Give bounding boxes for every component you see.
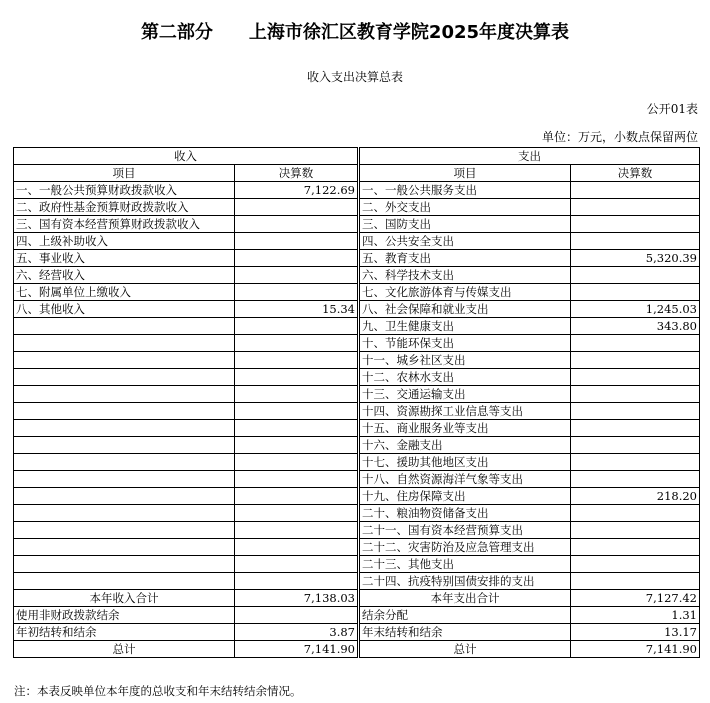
income-amount [235, 250, 358, 267]
income-grand-total-label: 总计 [14, 641, 235, 658]
income-amount [235, 607, 358, 624]
table-row [14, 454, 700, 471]
income-amount [235, 386, 358, 403]
expense-item: 十六、金融支出 [360, 437, 571, 454]
income-item: 三、国有资本经营预算财政拨款收入 [14, 216, 235, 233]
income-amount [235, 505, 358, 522]
income-grand-total-amount: 7,141.90 [235, 641, 358, 658]
table-row [14, 216, 700, 233]
expense-amount [571, 335, 700, 352]
table-row [14, 284, 700, 301]
income-amount [235, 522, 358, 539]
income-item [14, 318, 235, 335]
expense-item: 十、节能环保支出 [360, 335, 571, 352]
income-amount [235, 437, 358, 454]
income-item: 年初结转和结余 [14, 624, 235, 641]
income-item [14, 488, 235, 505]
table-row [14, 556, 700, 573]
expense-amount [571, 216, 700, 233]
page-title: 第二部分 上海市徐汇区教育学院2025年度决算表 [140, 22, 570, 43]
income-item: 六、经营收入 [14, 267, 235, 284]
table-row [14, 301, 700, 318]
income-item [14, 352, 235, 369]
expense-item: 五、教育支出 [360, 250, 571, 267]
expense-item: 十九、住房保障支出 [360, 488, 571, 505]
income-item: 二、政府性基金预算财政拨款收入 [14, 199, 235, 216]
expense-amount [571, 522, 700, 539]
income-amount [235, 318, 358, 335]
expense-amount [571, 556, 700, 573]
expense-amount [571, 471, 700, 488]
expense-amount: 13.17 [571, 624, 700, 641]
expense-grand-total-amount: 7,141.90 [571, 641, 700, 658]
table-row [14, 420, 700, 437]
section-header-row [14, 148, 700, 165]
income-item: 五、事业收入 [14, 250, 235, 267]
expense-item: 四、公共安全支出 [360, 233, 571, 250]
expense-item: 十二、农林水支出 [360, 369, 571, 386]
table-row [14, 386, 700, 403]
table-row [14, 318, 700, 335]
expense-amount [571, 505, 700, 522]
income-item [14, 437, 235, 454]
table-row [14, 352, 700, 369]
income-item [14, 369, 235, 386]
table-row [14, 335, 700, 352]
table-row [14, 267, 700, 284]
income-item: 使用非财政拨款结余 [14, 607, 235, 624]
budget-summary-table [13, 147, 700, 658]
income-year-total-label: 本年收入合计 [14, 590, 235, 607]
expense-item: 九、卫生健康支出 [360, 318, 571, 335]
balance-row [14, 607, 700, 624]
income-amount-header: 决算数 [235, 165, 358, 182]
column-header-row [14, 165, 700, 182]
expense-amount [571, 352, 700, 369]
expense-item: 六、科学技术支出 [360, 267, 571, 284]
expense-item: 二十四、抗疫特别国债安排的支出 [360, 573, 571, 590]
table-row [14, 233, 700, 250]
expense-amount [571, 386, 700, 403]
table-row [14, 505, 700, 522]
income-item: 七、附属单位上缴收入 [14, 284, 235, 301]
income-item: 一、一般公共预算财政拨款收入 [14, 182, 235, 199]
expense-amount [571, 182, 700, 199]
table-row [14, 182, 700, 199]
expense-item-header: 项目 [360, 165, 571, 182]
expense-amount [571, 369, 700, 386]
grand-total-row [14, 641, 700, 658]
expense-item: 结余分配 [360, 607, 571, 624]
income-amount [235, 573, 358, 590]
expense-amount [571, 573, 700, 590]
table-row [14, 250, 700, 267]
expense-amount [571, 267, 700, 284]
expense-item: 一、一般公共服务支出 [360, 182, 571, 199]
form-number: 公开01表 [646, 102, 698, 116]
income-amount [235, 284, 358, 301]
table-row [14, 369, 700, 386]
income-amount: 7,122.69 [235, 182, 358, 199]
expense-amount: 218.20 [571, 488, 700, 505]
year-total-row [14, 590, 700, 607]
expense-item: 十七、援助其他地区支出 [360, 454, 571, 471]
expense-item: 三、国防支出 [360, 216, 571, 233]
table-row [14, 199, 700, 216]
expense-amount [571, 403, 700, 420]
income-amount [235, 369, 358, 386]
expense-item: 十五、商业服务业等支出 [360, 420, 571, 437]
income-item: 四、上级补助收入 [14, 233, 235, 250]
expense-amount [571, 199, 700, 216]
income-item [14, 335, 235, 352]
income-amount [235, 267, 358, 284]
income-year-total-amount: 7,138.03 [235, 590, 358, 607]
expense-item: 二十一、国有资本经营预算支出 [360, 522, 571, 539]
expense-amount [571, 454, 700, 471]
income-item-header: 项目 [14, 165, 235, 182]
expense-item: 年末结转和结余 [360, 624, 571, 641]
unit-note: 单位：万元，小数点保留两位 [541, 130, 698, 144]
expense-item: 八、社会保障和就业支出 [360, 301, 571, 318]
expense-item: 二、外交支出 [360, 199, 571, 216]
expense-item: 十三、交通运输支出 [360, 386, 571, 403]
expense-amount-header: 决算数 [571, 165, 700, 182]
expense-item: 十八、自然资源海洋气象等支出 [360, 471, 571, 488]
expense-item: 十一、城乡社区支出 [360, 352, 571, 369]
income-amount [235, 488, 358, 505]
income-item [14, 539, 235, 556]
expense-header: 支出 [360, 148, 700, 165]
income-item [14, 420, 235, 437]
expense-item: 二十三、其他支出 [360, 556, 571, 573]
expense-amount [571, 539, 700, 556]
income-amount [235, 471, 358, 488]
expense-amount: 1.31 [571, 607, 700, 624]
table-row [14, 488, 700, 505]
expense-grand-total-label: 总计 [360, 641, 571, 658]
income-amount [235, 335, 358, 352]
income-header: 收入 [14, 148, 358, 165]
expense-amount: 1,245.03 [571, 301, 700, 318]
expense-year-total-label: 本年支出合计 [360, 590, 571, 607]
income-item [14, 403, 235, 420]
income-amount [235, 539, 358, 556]
table-row [14, 522, 700, 539]
expense-year-total-amount: 7,127.42 [571, 590, 700, 607]
footnote: 注：本表反映单位本年度的总收支和年末结转结余情况。 [14, 684, 302, 698]
income-item [14, 556, 235, 573]
income-amount [235, 352, 358, 369]
income-item: 八、其他收入 [14, 301, 235, 318]
expense-amount: 5,320.39 [571, 250, 700, 267]
income-item [14, 471, 235, 488]
income-amount [235, 233, 358, 250]
income-item [14, 522, 235, 539]
income-amount [235, 199, 358, 216]
income-item [14, 454, 235, 471]
balance-row [14, 624, 700, 641]
income-item [14, 386, 235, 403]
income-amount [235, 216, 358, 233]
table-row [14, 471, 700, 488]
expense-item: 二十二、灾害防治及应急管理支出 [360, 539, 571, 556]
income-item [14, 505, 235, 522]
income-item [14, 573, 235, 590]
expense-amount [571, 284, 700, 301]
income-amount [235, 454, 358, 471]
income-amount [235, 556, 358, 573]
expense-item: 二十、粮油物资储备支出 [360, 505, 571, 522]
table-subtitle: 收入支出决算总表 [306, 70, 403, 84]
expense-item: 七、文化旅游体育与传媒支出 [360, 284, 571, 301]
table-row [14, 403, 700, 420]
expense-amount [571, 437, 700, 454]
expense-item: 十四、资源勘探工业信息等支出 [360, 403, 571, 420]
income-amount: 3.87 [235, 624, 358, 641]
table-row [14, 573, 700, 590]
expense-amount: 343.80 [571, 318, 700, 335]
expense-amount [571, 233, 700, 250]
table-row [14, 539, 700, 556]
income-amount: 15.34 [235, 301, 358, 318]
income-amount [235, 403, 358, 420]
expense-amount [571, 420, 700, 437]
table-row [14, 437, 700, 454]
income-amount [235, 420, 358, 437]
